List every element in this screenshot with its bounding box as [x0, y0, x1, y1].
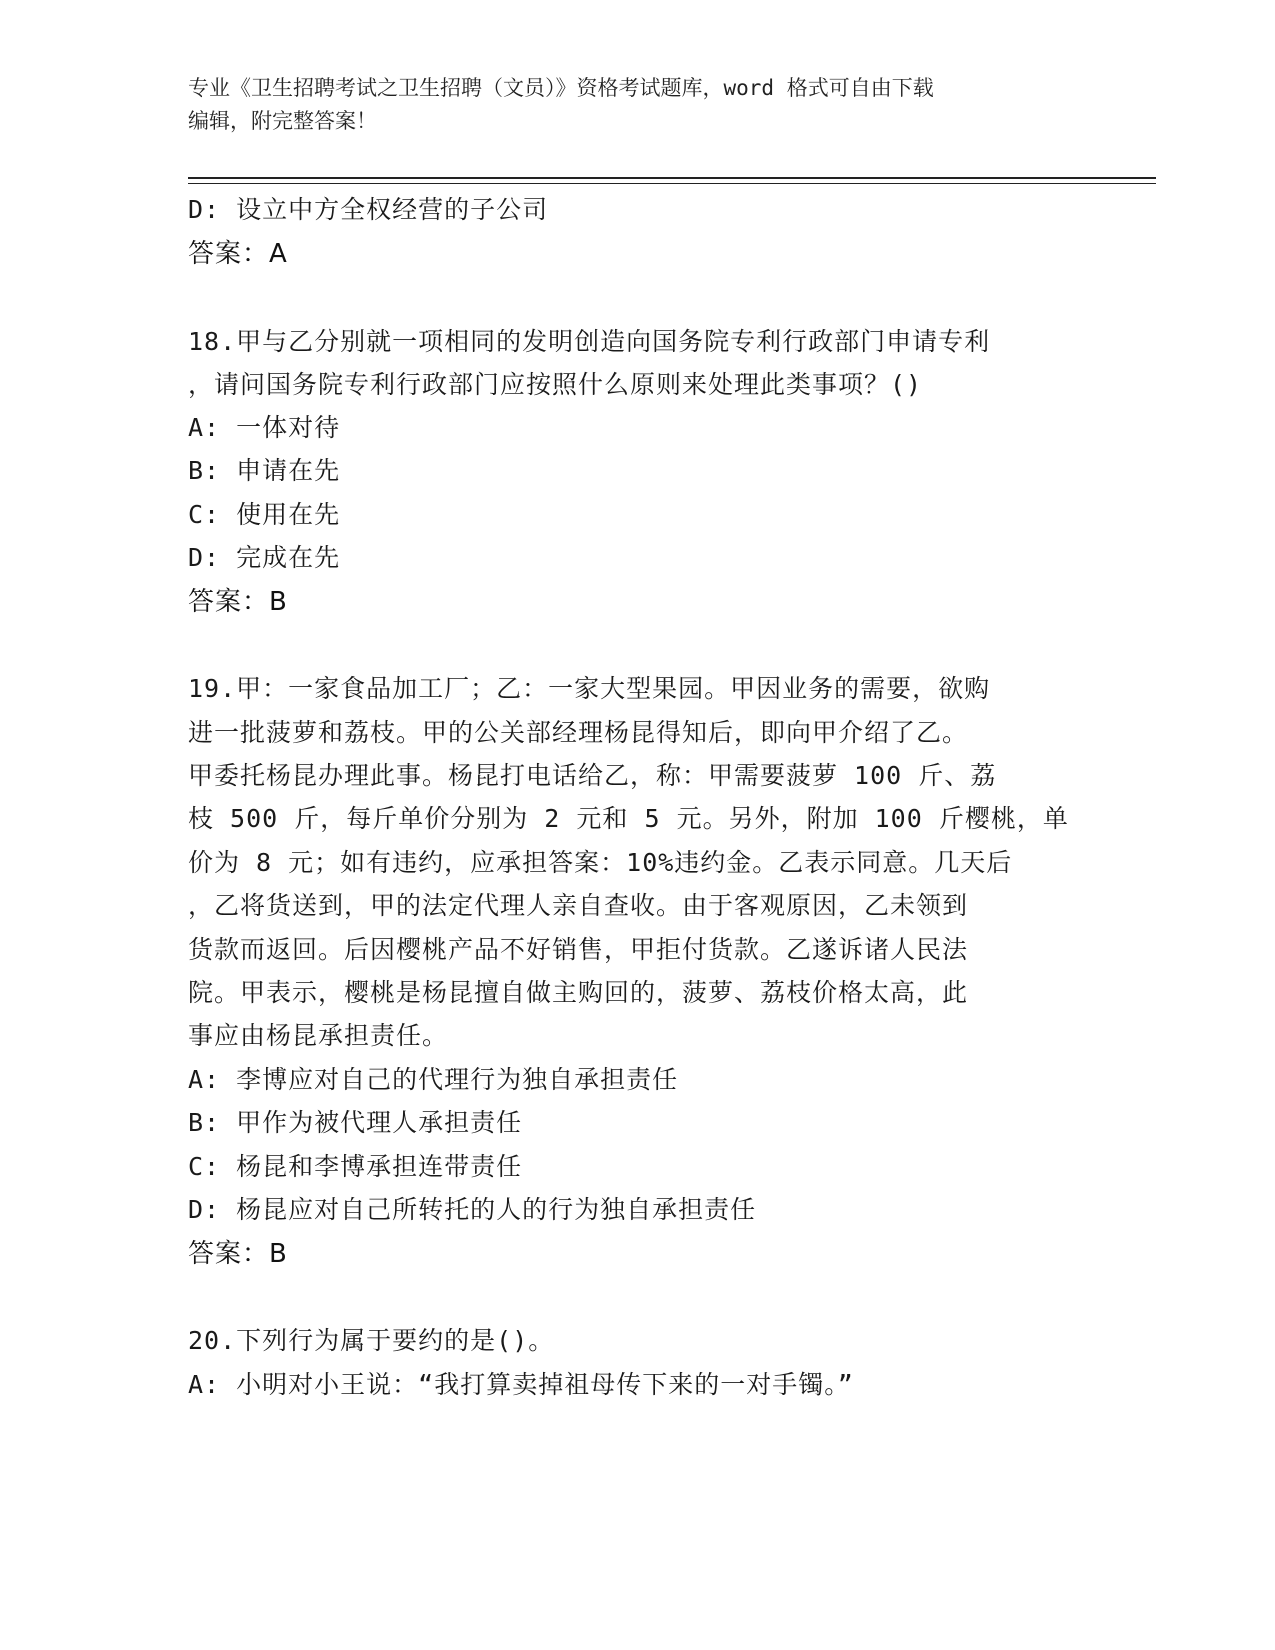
q19-stem-line-4: 枝 500 斤，每斤单价分别为 2 元和 5 元。另外，附加 100 斤樱桃，单 [188, 804, 1069, 833]
q17-option-d: D: 设立中方全权经营的子公司 [188, 195, 549, 224]
q19-option-c: C: 杨昆和李博承担连带责任 [188, 1152, 523, 1181]
q18-option-d: D: 完成在先 [188, 543, 341, 572]
q19-stem-line-8: 院。甲表示，樱桃是杨昆擅自做主购回的，菠萝、荔枝价格太高，此 [188, 978, 969, 1007]
q19-option-b: B: 甲作为被代理人承担责任 [188, 1108, 523, 1137]
q18-stem-line-1: 18.甲与乙分别就一项相同的发明创造向国务院专利行政部门申请专利 [188, 327, 991, 356]
q19-option-a: A: 李博应对自己的代理行为独自承担责任 [188, 1065, 679, 1094]
q18-option-a: A: 一体对待 [188, 413, 341, 442]
header-line-2: 编辑，附完整答案！ [188, 109, 377, 133]
q19-stem-line-9: 事应由杨昆承担责任。 [188, 1021, 449, 1050]
q20-stem-line-1: 20.下列行为属于要约的是()。 [188, 1326, 555, 1355]
document-header [188, 72, 1088, 138]
q19-option-d: D: 杨昆应对自己所转托的人的行为独自承担责任 [188, 1195, 757, 1224]
q19-stem-line-7: 货款而返回。后因樱桃产品不好销售，甲拒付货款。乙遂诉诸人民法 [188, 935, 969, 964]
q19-stem-line-6: ，乙将货送到，甲的法定代理人亲自查收。由于客观原因，乙未领到 [188, 891, 969, 920]
q18-option-b: B: 申请在先 [188, 456, 341, 485]
header-divider-thin [188, 183, 1156, 184]
q20-option-a: A: 小明对小王说：“我打算卖掉祖母传下来的一对手镯。” [188, 1370, 854, 1399]
q19-answer: 答案：B [188, 1239, 288, 1269]
q18-answer: 答案：B [188, 587, 288, 617]
header-line-1: 专业《卫生招聘考试之卫生招聘（文员）》资格考试题库，word 格式可自由下载 [188, 76, 934, 100]
q17-answer: 答案：A [188, 239, 288, 269]
q18-stem-line-2: ，请问国务院专利行政部门应按照什么原则来处理此类事项？() [188, 370, 923, 399]
q18-option-c: C: 使用在先 [188, 500, 341, 529]
q19-stem-line-3: 甲委托杨昆办理此事。杨昆打电话给乙，称：甲需要菠萝 100 斤、荔 [188, 761, 997, 790]
q19-stem-line-1: 19.甲：一家食品加工厂；乙：一家大型果园。甲因业务的需要，欲购 [188, 674, 991, 703]
q19-stem-line-2: 进一批菠萝和荔枝。甲的公关部经理杨昆得知后，即向甲介绍了乙。 [188, 718, 969, 747]
q19-stem-line-5: 价为 8 元；如有违约，应承担答案：10%违约金。乙表示同意。几天后 [188, 848, 1013, 877]
header-divider-thick [188, 177, 1156, 179]
